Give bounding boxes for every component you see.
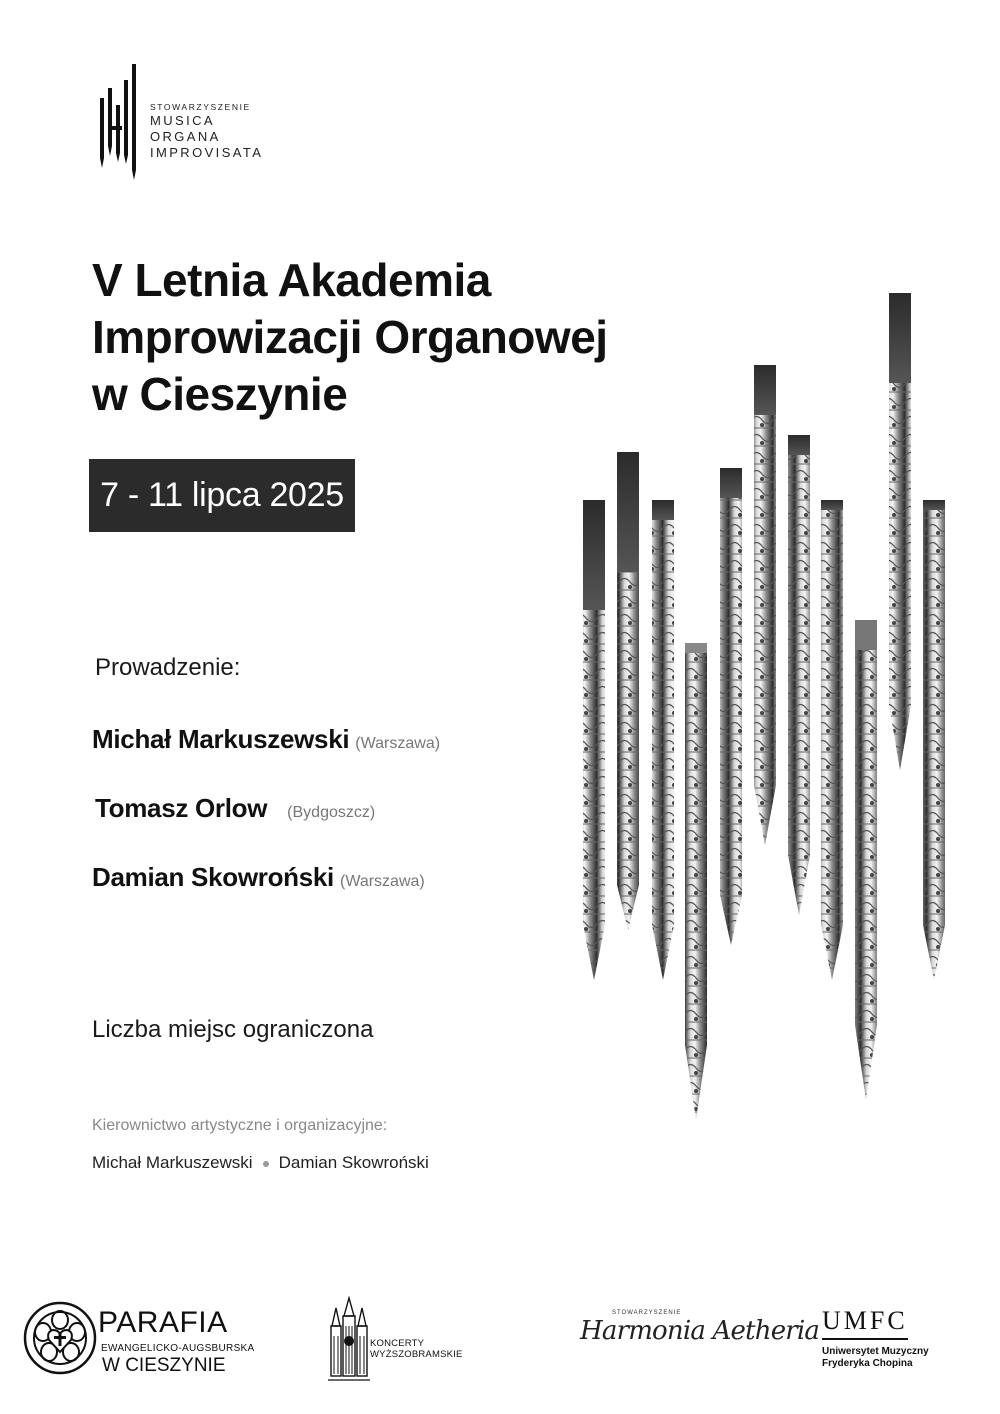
pipe-group	[583, 293, 945, 1120]
director-name: Michał Markuszewski	[92, 1153, 253, 1172]
association-line-1: STOWARZYSZENIE	[150, 102, 251, 112]
umfc-logo-text: UMFC	[822, 1306, 908, 1335]
organ-pipes-logo-icon	[95, 60, 143, 185]
association-line-4: IMPROVISATA	[150, 145, 264, 161]
separator-dot-icon	[263, 1161, 269, 1167]
limited-places-note: Liczba miejsc ograniczona	[92, 1016, 374, 1043]
association-logo	[95, 60, 315, 185]
koncerty-line-1: KONCERTY	[370, 1338, 425, 1349]
leader-item	[92, 724, 440, 755]
page-title	[92, 252, 652, 423]
leader-item	[92, 862, 425, 893]
umfc-name-line-1: Uniwersytet Muzyczny	[822, 1345, 929, 1357]
leader-name: Michał Markuszewski	[92, 724, 350, 754]
leader-city: (Bydgoszcz)	[287, 804, 376, 821]
luther-rose-icon	[22, 1300, 98, 1376]
partner-umfc-logo	[822, 1306, 952, 1376]
leader-city: (Warszawa)	[339, 873, 425, 890]
parafia-name: PARAFIA	[98, 1306, 228, 1339]
organ-pipes-illustration	[575, 285, 955, 1135]
director-name: Damian Skowroński	[278, 1153, 429, 1172]
partner-parafia-logo	[22, 1300, 255, 1380]
directors	[92, 1153, 429, 1173]
church-towers-icon	[326, 1296, 372, 1384]
leader-name: Tomasz Orlow	[95, 793, 268, 823]
title-line-2: Improwizacji Organowej	[92, 311, 608, 363]
direction-label: Kierownictwo artystyczne i organizacyjne:	[92, 1117, 388, 1134]
parafia-subtitle: EWANGELICKO-AUGSBURSKA	[101, 1343, 255, 1354]
harmonia-small-text: STOWARZYSZENIE	[612, 1310, 682, 1316]
leader-city: (Warszawa)	[355, 735, 441, 752]
koncerty-line-2: WYŻSZOBRAMSKIE	[370, 1349, 463, 1360]
date-badge: 7 - 11 lipca 2025	[89, 459, 355, 532]
leader-item	[95, 793, 375, 824]
leaders-label: Prowadzenie:	[95, 654, 241, 681]
leader-name: Damian Skowroński	[92, 862, 334, 892]
association-line-3: ORGANA	[150, 128, 221, 144]
umfc-divider	[822, 1338, 908, 1340]
parafia-city: W CIESZYNIE	[102, 1355, 226, 1376]
umfc-name-line-2: Fryderyka Chopina	[822, 1357, 913, 1369]
harmonia-script-text: Harmonia Aetheria	[580, 1316, 820, 1346]
partner-harmonia-logo	[578, 1310, 820, 1360]
title-line-1: V Letnia Akademia	[92, 254, 491, 306]
title-line-3: w Cieszynie	[92, 368, 348, 420]
partner-koncerty-logo	[326, 1296, 476, 1386]
association-line-2: MUSICA	[150, 112, 215, 128]
